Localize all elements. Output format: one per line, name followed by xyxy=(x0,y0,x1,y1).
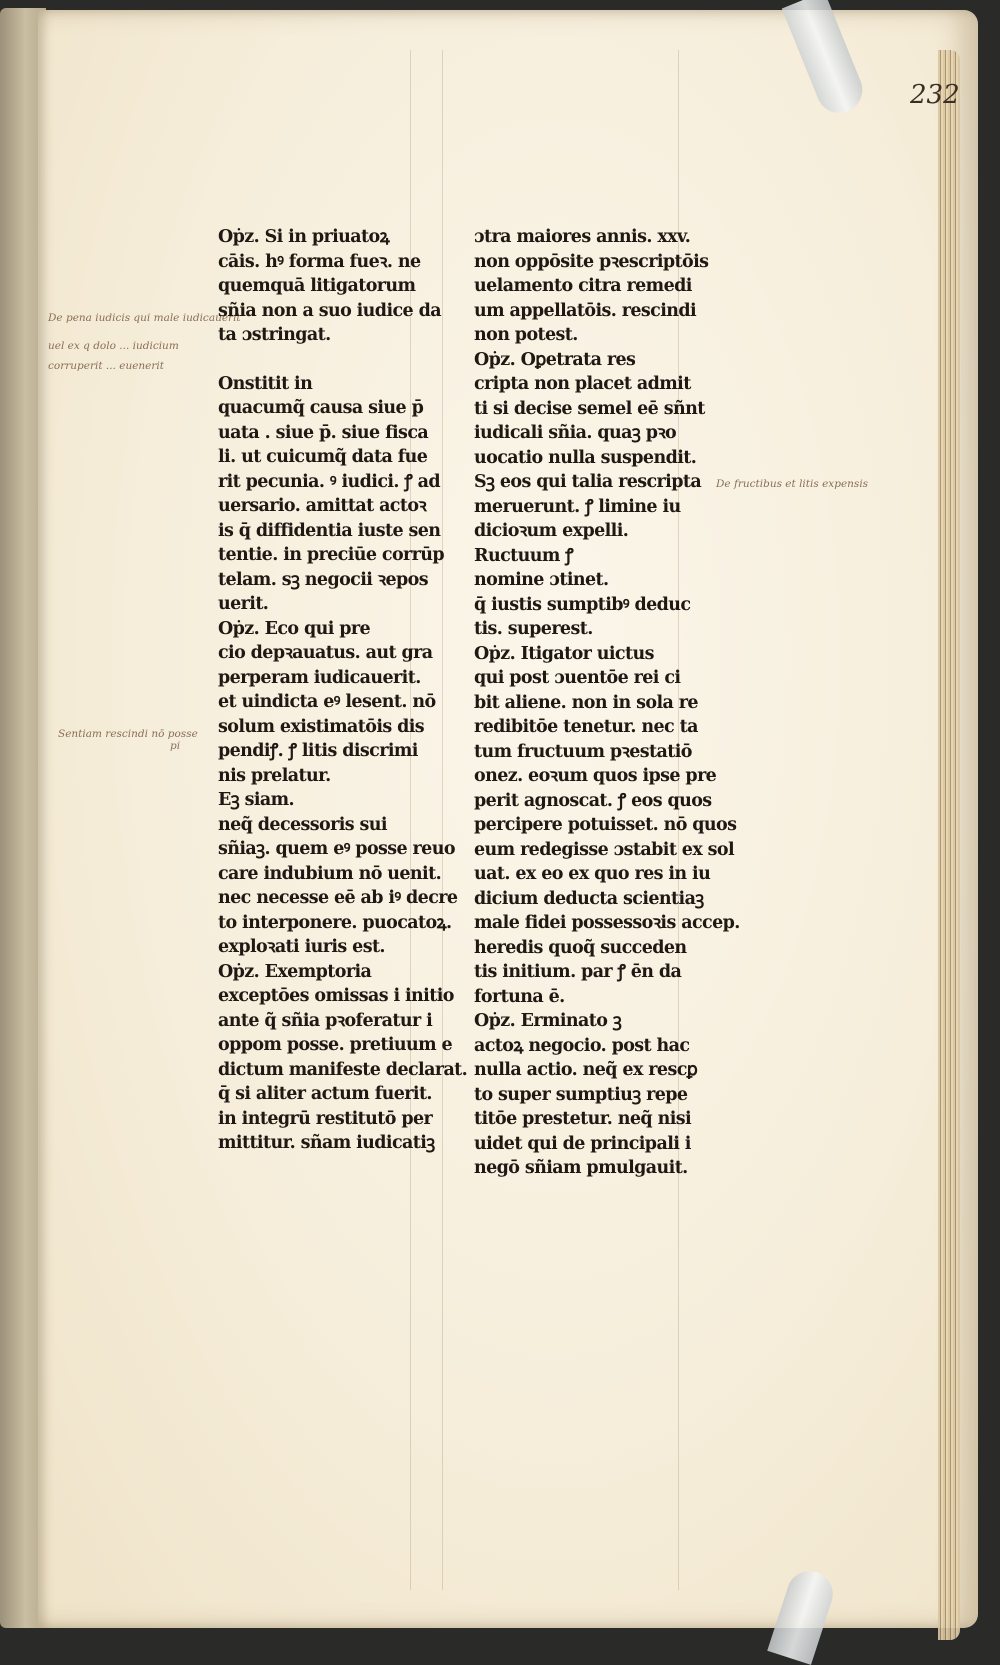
text-line: tis. superest. xyxy=(474,619,593,639)
margin-note: De fructibus et litis expensis xyxy=(716,478,869,490)
text-line: Oṗz. Itigator uictus xyxy=(474,643,654,664)
text-line: neq̃ decessoris sui xyxy=(218,814,387,835)
text-line: li. ut cuicumq̃ data fue xyxy=(218,447,428,467)
text-line: uersario. amittat actoꝛ xyxy=(218,496,427,516)
blank-line xyxy=(218,348,433,372)
text-line: Oṗz. Eco qui pre xyxy=(218,618,371,639)
text-line: non potest. xyxy=(474,325,578,345)
text-line: perperam iudicauerit. xyxy=(218,667,421,688)
text-column-left xyxy=(218,225,468,1156)
text-line: nec necesse eē ab iꝰ decre xyxy=(218,888,458,908)
text-line: uidet qui de principali i xyxy=(474,1133,691,1154)
text-line: cāis. hꝰ forma fueꝛ. ne xyxy=(218,251,421,272)
text-line: nis prelatur. xyxy=(218,765,331,786)
text-line: et uindicta eꝰ lesent. nō xyxy=(218,692,436,712)
text-line: care indubium nō uenit. xyxy=(218,863,442,884)
text-line: ɔtra maiores annis. xxv. xyxy=(474,227,691,247)
text-line: Oṗz. Exemptoria xyxy=(218,961,372,982)
text-line: titōe prestetur. neq̃ nisi xyxy=(474,1109,692,1129)
text-line: eum redegisse ɔstabit ex sol xyxy=(474,839,735,860)
text-line: tis initium. par ꝭ ēn da xyxy=(474,962,682,982)
text-line: quacumq̃ causa siue p̄ xyxy=(218,398,424,418)
text-line: q̄ iustis sumptibꝰ deduc xyxy=(474,594,691,615)
text-line: telam. sꝫ negocii ꝛepos xyxy=(218,569,428,590)
text-line: to interponere. puocatoꝝ. xyxy=(218,912,452,933)
text-line: tum fructuum pꝛestatiō xyxy=(474,741,692,762)
ruling-line xyxy=(442,50,443,1590)
text-line: Oṗz. Erminato ꝫ xyxy=(474,1011,622,1031)
text-line: heredis quoq̃ succeden xyxy=(474,937,687,958)
text-line: oppom posse. pretiuum e xyxy=(218,1035,453,1055)
folio-number: 232 xyxy=(910,80,960,110)
text-line: dictum manifeste declarat. xyxy=(218,1059,468,1080)
text-line: iudicali sñia. quaꝫ pꝛo xyxy=(474,423,677,443)
margin-note: Sentiam rescindi nō posse xyxy=(58,728,198,740)
text-line: Eꝫ siam. xyxy=(218,790,295,810)
text-line: nulla actio. neq̃ ex rescꝑ xyxy=(474,1060,698,1080)
text-line: bit aliene. non in sola re xyxy=(474,692,698,713)
text-line: Oṗz. Oꝑetrata res xyxy=(474,349,636,370)
text-line: qui post ɔuentōe rei ci xyxy=(474,668,681,688)
text-line: uelamento citra remedi xyxy=(474,276,692,296)
text-line: ante q̃ sñia pꝛoferatur i xyxy=(218,1010,433,1031)
text-line: dicioꝛum expelli. xyxy=(474,521,629,541)
text-line: cio depꝛauatus. aut gra xyxy=(218,643,433,663)
text-line: meruerunt. ꝭ limine iu xyxy=(474,496,681,517)
text-line: q̄ si aliter actum fuerit. xyxy=(218,1084,432,1104)
text-line: negō sñiam pmulgauit. xyxy=(474,1158,688,1178)
text-line: ta ɔstringat. xyxy=(218,325,331,345)
text-line: Sꝫ eos qui talia rescripta xyxy=(474,472,702,492)
text-line: sñiaꝫ. quem eꝰ posse reuo xyxy=(218,839,455,859)
margin-note: De pena iudicis qui male iudicauerit xyxy=(48,312,241,324)
text-line: cripta non placet admit xyxy=(474,374,691,394)
text-line: to super sumptiuꝫ repe xyxy=(474,1084,688,1105)
text-line: in integrū restitutō per xyxy=(218,1108,433,1129)
text-line: mittitur. sñam iudicatiꝫ xyxy=(218,1133,435,1153)
text-line: uerit. xyxy=(218,594,269,614)
text-line: male fidei possessoꝛis accep. xyxy=(474,913,740,933)
text-line: uata . siue p̄. siue fisca xyxy=(218,422,429,443)
text-line: is q̄ diffidentia iuste sen xyxy=(218,520,441,541)
text-line: Onstitit in xyxy=(218,373,313,394)
margin-note: corruperit ... euenerit xyxy=(48,360,164,372)
text-line: redibitōe tenetur. nec ta xyxy=(474,717,698,737)
text-line: exceptōes omissas i initio xyxy=(218,986,454,1006)
text-line: fortuna ē. xyxy=(474,986,565,1007)
text-line: dicium deducta scientiaꝫ xyxy=(474,888,704,909)
text-line: non oppōsite pꝛescriptōis xyxy=(474,251,709,272)
text-line: tentie. in preciūe corrūp xyxy=(218,545,445,565)
text-line: uocatio nulla suspendit. xyxy=(474,447,697,468)
text-line: onez. eoꝛum quos ipse pre xyxy=(474,766,717,786)
text-column-right xyxy=(474,225,740,1181)
text-line: ti si decise semel eē sñnt xyxy=(474,398,705,419)
text-line: um appellatōis. rescindi xyxy=(474,300,697,321)
text-line: perit agnoscat. ꝭ eos quos xyxy=(474,790,712,811)
page-block-edges xyxy=(938,50,960,1640)
text-line: Ructuum ꝭ xyxy=(474,545,573,566)
text-line: Oṗz. Si in priuatoꝝ xyxy=(218,227,390,247)
text-line: rit pecunia. ꝰ iudici. ꝭ ad xyxy=(218,471,440,492)
margin-note: uel ex q dolo ... iudicium xyxy=(48,340,179,352)
text-line: solum existimatōis dis xyxy=(218,716,425,737)
text-line: exploꝛati iuris est. xyxy=(218,937,385,957)
text-line: percipere potuisset. nō quos xyxy=(474,815,737,835)
text-line: nomine ɔtinet. xyxy=(474,570,609,590)
text-line: quemquā litigatorum xyxy=(218,276,416,296)
text-line: sñia non a suo iudice da xyxy=(218,300,441,321)
text-line: actoꝝ negocio. post hac xyxy=(474,1035,690,1056)
text-line: pendiꝭ. ꝭ litis discrimi xyxy=(218,741,418,761)
margin-mark: pi xyxy=(170,740,181,752)
text-line: uat. ex eo ex quo res in iu xyxy=(474,864,711,884)
